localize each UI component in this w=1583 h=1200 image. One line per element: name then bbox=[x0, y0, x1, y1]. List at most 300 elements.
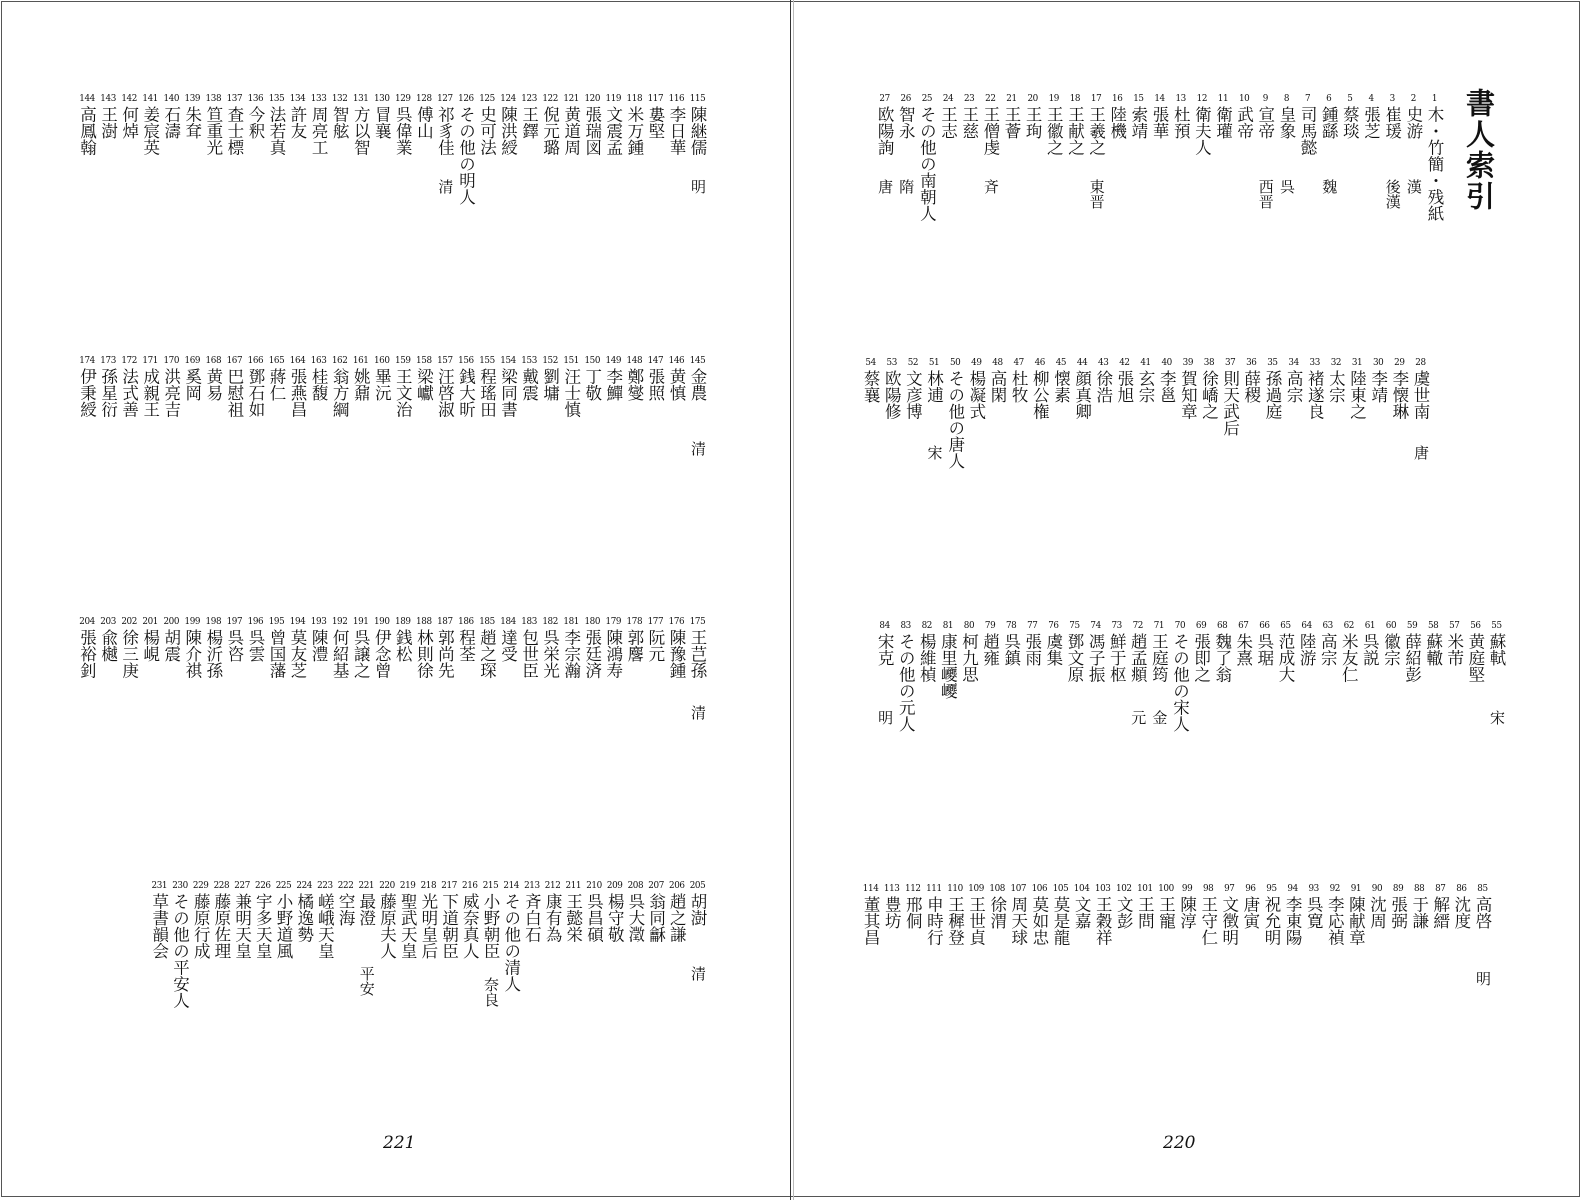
index-entry bbox=[204, 617, 223, 792]
calligrapher-name: 楊維楨 bbox=[917, 633, 937, 683]
calligrapher-name: 薛稷 bbox=[1241, 370, 1261, 403]
calligrapher-name: 邢侗 bbox=[903, 896, 923, 929]
entry-number: 142 bbox=[121, 94, 137, 104]
calligrapher-name: 王献之 bbox=[1065, 106, 1085, 156]
entry-number: 30 bbox=[1372, 358, 1384, 368]
index-entry bbox=[309, 356, 328, 531]
calligrapher-name: 石濤 bbox=[161, 106, 181, 139]
dynasty-label: 清 bbox=[689, 441, 707, 456]
index-entry bbox=[646, 356, 665, 531]
calligrapher-name: 倪元璐 bbox=[540, 106, 560, 156]
calligrapher-name: 徽宗 bbox=[1381, 633, 1401, 666]
index-entry bbox=[435, 356, 454, 531]
calligrapher-name: 藤原夫人 bbox=[377, 893, 397, 959]
entry-number: 1 bbox=[1431, 94, 1438, 104]
entry-number: 90 bbox=[1371, 884, 1383, 894]
calligrapher-name: 周亮工 bbox=[309, 106, 329, 156]
entry-number: 181 bbox=[563, 617, 579, 627]
dynasty-label: 漢 bbox=[1404, 179, 1423, 194]
index-entry bbox=[267, 94, 286, 269]
calligrapher-name: 史可法 bbox=[477, 106, 497, 156]
entry-number: 26 bbox=[900, 94, 911, 104]
calligrapher-name: 張即之 bbox=[1191, 633, 1211, 683]
calligrapher-name: 王羲之 bbox=[1086, 106, 1106, 156]
entry-number: 219 bbox=[399, 881, 416, 891]
index-entry bbox=[460, 881, 479, 1056]
index-entry bbox=[456, 617, 475, 792]
index-entry bbox=[667, 617, 686, 792]
entry-number: 136 bbox=[247, 94, 264, 104]
entry-number: 184 bbox=[500, 617, 516, 627]
calligrapher-name: 皇象 bbox=[1276, 106, 1296, 139]
entry-number: 213 bbox=[524, 881, 540, 891]
calligrapher-name: 柯九思 bbox=[959, 633, 979, 683]
entry-number: 25 bbox=[921, 94, 933, 104]
entry-number: 75 bbox=[1069, 621, 1080, 631]
entry-number: 167 bbox=[226, 356, 243, 366]
entry-number: 20 bbox=[1027, 94, 1038, 104]
entry-number: 143 bbox=[100, 94, 116, 104]
left-page-row-1 bbox=[0, 94, 1583, 269]
entry-number: 189 bbox=[395, 617, 411, 627]
calligrapher-name: 沈度 bbox=[1451, 896, 1471, 929]
calligrapher-name: 鮮于枢 bbox=[1107, 633, 1127, 683]
calligrapher-name: 呉昌碩 bbox=[584, 893, 604, 943]
entry-number: 222 bbox=[337, 881, 354, 891]
calligrapher-name: 何焯 bbox=[119, 106, 139, 139]
entry-number: 53 bbox=[886, 358, 897, 368]
entry-number: 78 bbox=[1005, 621, 1017, 631]
dynasty-label: 清 bbox=[436, 179, 455, 194]
entry-number: 205 bbox=[689, 881, 706, 891]
calligrapher-name: 何紹基 bbox=[330, 629, 350, 679]
calligrapher-name: 金農 bbox=[688, 368, 707, 401]
index-entry bbox=[604, 617, 623, 792]
entry-number: 100 bbox=[1158, 884, 1174, 894]
entry-number: 144 bbox=[79, 94, 95, 104]
dynasty-label: 唐 bbox=[876, 179, 895, 194]
index-entry bbox=[667, 94, 686, 269]
index-entry bbox=[99, 94, 118, 269]
entry-number: 162 bbox=[331, 356, 348, 366]
calligrapher-name: 陳継儒 bbox=[688, 106, 707, 156]
calligrapher-name: 張瑞図 bbox=[582, 106, 602, 156]
calligrapher-name: 徐嶠之 bbox=[1199, 370, 1219, 420]
calligrapher-name: 智舷 bbox=[330, 106, 350, 139]
index-entry bbox=[78, 356, 97, 531]
index-entry bbox=[520, 356, 539, 531]
calligrapher-name: 陳豫鍾 bbox=[666, 629, 686, 679]
calligrapher-name: 張雨 bbox=[1022, 633, 1042, 666]
calligrapher-name: 畢沅 bbox=[372, 368, 392, 401]
index-entry bbox=[330, 356, 349, 531]
index-entry bbox=[562, 617, 581, 792]
index-entry bbox=[225, 356, 244, 531]
calligrapher-name: 莫如忠 bbox=[1029, 896, 1049, 946]
entry-number: 46 bbox=[1034, 358, 1045, 368]
entry-number: 98 bbox=[1202, 884, 1214, 894]
calligrapher-name: 陸游 bbox=[1297, 633, 1317, 666]
calligrapher-name: 徐浩 bbox=[1093, 370, 1113, 403]
index-entry bbox=[626, 881, 645, 1056]
calligrapher-name: 賀知章 bbox=[1178, 370, 1198, 420]
calligrapher-name: その他の唐人 bbox=[945, 370, 965, 469]
index-entry bbox=[647, 881, 666, 1056]
entry-number: 62 bbox=[1343, 621, 1354, 631]
entry-number: 179 bbox=[605, 617, 622, 627]
entry-number: 174 bbox=[79, 356, 95, 366]
calligrapher-name: 宣帝 bbox=[1255, 106, 1275, 139]
entry-number: 130 bbox=[373, 94, 390, 104]
entry-number: 52 bbox=[907, 358, 919, 368]
calligrapher-name: 許友 bbox=[288, 106, 308, 139]
calligrapher-name: 王薈 bbox=[1002, 106, 1021, 139]
calligrapher-name: 草書韻会 bbox=[149, 893, 169, 959]
calligrapher-name: 達受 bbox=[498, 629, 518, 662]
calligrapher-name: 崔瑗 bbox=[1382, 106, 1402, 139]
entry-number: 34 bbox=[1288, 358, 1299, 368]
entry-number: 226 bbox=[255, 881, 271, 891]
dynasty-label: 後漢 bbox=[1383, 179, 1402, 209]
entry-number: 10 bbox=[1238, 94, 1250, 104]
entry-number: 70 bbox=[1174, 621, 1186, 631]
entry-number: 187 bbox=[437, 617, 453, 627]
calligrapher-name: 郭麐 bbox=[624, 629, 644, 662]
calligrapher-name: 米芾 bbox=[1444, 633, 1464, 666]
entry-number: 11 bbox=[1217, 94, 1229, 104]
index-entry bbox=[162, 617, 181, 792]
entry-number: 39 bbox=[1182, 358, 1194, 368]
entry-number: 204 bbox=[79, 617, 95, 627]
calligrapher-name: 下道朝臣 bbox=[439, 893, 459, 959]
entry-number: 43 bbox=[1098, 358, 1109, 368]
entry-number: 201 bbox=[142, 617, 158, 627]
index-entry bbox=[330, 94, 349, 269]
index-entry bbox=[150, 881, 169, 1056]
calligrapher-name: 査士標 bbox=[224, 106, 244, 156]
entry-number: 113 bbox=[883, 884, 900, 894]
calligrapher-name: 徐三庚 bbox=[119, 629, 139, 679]
calligrapher-name: 懐素 bbox=[1051, 370, 1071, 403]
entry-number: 80 bbox=[963, 621, 975, 631]
entry-number: 106 bbox=[1031, 884, 1048, 894]
left-page-number: 221 bbox=[383, 1133, 416, 1153]
calligrapher-name: 丁敬 bbox=[582, 368, 602, 401]
entry-number: 196 bbox=[247, 617, 264, 627]
entry-number: 95 bbox=[1266, 884, 1277, 894]
entry-number: 16 bbox=[1112, 94, 1123, 104]
entry-number: 73 bbox=[1111, 621, 1122, 631]
index-entry bbox=[688, 881, 707, 1056]
calligrapher-name: 笪重光 bbox=[203, 106, 223, 156]
index-entry bbox=[267, 356, 286, 531]
calligrapher-name: 包世臣 bbox=[519, 629, 539, 679]
entry-number: 178 bbox=[626, 617, 643, 627]
entry-number: 227 bbox=[234, 881, 250, 891]
calligrapher-name: 兪樾 bbox=[98, 629, 118, 662]
index-entry bbox=[330, 617, 349, 792]
entry-number: 127 bbox=[437, 94, 453, 104]
entry-number: 12 bbox=[1196, 94, 1208, 104]
entry-number: 129 bbox=[395, 94, 411, 104]
calligrapher-name: 翁方綱 bbox=[330, 368, 350, 418]
dynasty-label: 唐 bbox=[1412, 445, 1430, 460]
index-entry bbox=[435, 617, 454, 792]
calligrapher-name: 文徴明 bbox=[1219, 896, 1239, 946]
calligrapher-name: 梁巘 bbox=[414, 368, 434, 401]
entry-number: 92 bbox=[1329, 884, 1340, 894]
entry-number: 137 bbox=[226, 94, 243, 104]
entry-number: 210 bbox=[586, 881, 602, 891]
index-entry bbox=[414, 94, 433, 269]
entry-number: 9 bbox=[1262, 94, 1268, 104]
index-entry bbox=[204, 356, 223, 531]
entry-number: 35 bbox=[1267, 358, 1278, 368]
calligrapher-name: 成親王 bbox=[140, 368, 160, 418]
entry-number: 124 bbox=[500, 94, 516, 104]
entry-number: 88 bbox=[1413, 884, 1425, 894]
index-entry bbox=[99, 617, 118, 792]
calligrapher-name: 徐渭 bbox=[987, 896, 1007, 929]
index-entry bbox=[351, 94, 370, 269]
calligrapher-name: 張廷済 bbox=[582, 629, 602, 679]
entry-number: 157 bbox=[437, 356, 453, 366]
entry-number: 66 bbox=[1259, 621, 1270, 631]
calligrapher-name: 胡澍 bbox=[688, 893, 707, 926]
calligrapher-name: 顔真卿 bbox=[1072, 370, 1092, 420]
calligrapher-name: 沈周 bbox=[1367, 896, 1387, 929]
entry-number: 126 bbox=[458, 94, 474, 104]
entry-number: 120 bbox=[584, 94, 601, 104]
calligrapher-name: 鍾繇 bbox=[1319, 106, 1339, 139]
entry-number: 133 bbox=[310, 94, 327, 104]
index-entry bbox=[253, 881, 272, 1056]
index-entry bbox=[141, 94, 160, 269]
index-entry bbox=[541, 94, 560, 269]
entry-number: 123 bbox=[521, 94, 537, 104]
index-entry bbox=[688, 617, 707, 792]
calligrapher-name: 姜宸英 bbox=[140, 106, 160, 156]
calligrapher-name: 陳献章 bbox=[1346, 896, 1366, 946]
index-entry bbox=[78, 94, 97, 269]
entry-number: 208 bbox=[627, 881, 644, 891]
calligrapher-name: 則天武后 bbox=[1220, 370, 1240, 436]
entry-number: 138 bbox=[205, 94, 222, 104]
calligrapher-name: 馮子振 bbox=[1086, 633, 1106, 683]
calligrapher-name: 李日華 bbox=[666, 106, 686, 156]
calligrapher-name: 衛瓘 bbox=[1213, 106, 1233, 139]
index-entry bbox=[583, 356, 602, 531]
calligrapher-name: 呉咨 bbox=[224, 629, 244, 662]
entry-number: 91 bbox=[1350, 884, 1362, 894]
index-entry bbox=[357, 881, 376, 1056]
calligrapher-name: 翁同龢 bbox=[646, 893, 666, 943]
entry-number: 54 bbox=[865, 358, 876, 368]
calligrapher-name: 陳介祺 bbox=[182, 629, 202, 679]
calligrapher-name: 王志 bbox=[938, 106, 958, 139]
index-entry bbox=[543, 881, 562, 1056]
calligrapher-name: 呉鎮 bbox=[1001, 633, 1021, 666]
calligrapher-name: 蔣仁 bbox=[267, 368, 286, 401]
entry-number: 89 bbox=[1392, 884, 1404, 894]
entry-number: 146 bbox=[668, 356, 685, 366]
calligrapher-name: 李応禎 bbox=[1325, 896, 1345, 946]
calligrapher-name: 呉譲之 bbox=[351, 629, 371, 679]
entry-number: 192 bbox=[331, 617, 348, 627]
index-entry bbox=[667, 881, 686, 1056]
index-entry bbox=[583, 94, 602, 269]
entry-number: 147 bbox=[647, 356, 664, 366]
entry-number: 172 bbox=[121, 356, 137, 366]
entry-number: 79 bbox=[984, 621, 996, 631]
entry-number: 28 bbox=[1415, 358, 1426, 368]
dynasty-label: 宋 bbox=[1488, 710, 1506, 725]
calligrapher-name: 王慈 bbox=[959, 106, 979, 139]
calligrapher-name: 林則徐 bbox=[414, 629, 434, 679]
calligrapher-name: 呉偉業 bbox=[393, 106, 413, 156]
calligrapher-name: 董其昌 bbox=[861, 896, 881, 946]
index-entry bbox=[481, 881, 500, 1056]
index-entry bbox=[191, 881, 210, 1056]
dynasty-label: 明 bbox=[689, 179, 707, 194]
entry-number: 23 bbox=[963, 94, 975, 104]
calligrapher-name: 文彭 bbox=[1114, 896, 1134, 929]
calligrapher-name: 木・竹簡・残紙 bbox=[1425, 106, 1444, 222]
index-entry bbox=[212, 881, 231, 1056]
calligrapher-name: 陳澧 bbox=[309, 629, 329, 662]
calligrapher-name: 黄易 bbox=[203, 368, 223, 401]
entry-number: 119 bbox=[605, 94, 622, 104]
calligrapher-name: 李宗瀚 bbox=[561, 629, 581, 679]
entry-number: 4 bbox=[1368, 94, 1374, 104]
entry-number: 200 bbox=[163, 617, 180, 627]
entry-number: 156 bbox=[458, 356, 474, 366]
calligrapher-name: 高閑 bbox=[988, 370, 1007, 403]
index-entry bbox=[315, 881, 334, 1056]
calligrapher-name: 姚鼐 bbox=[351, 368, 371, 401]
entry-number: 220 bbox=[379, 881, 395, 891]
calligrapher-name: その他の元人 bbox=[896, 633, 916, 732]
entry-number: 58 bbox=[1427, 621, 1439, 631]
calligrapher-name: その他の平安人 bbox=[170, 893, 190, 1009]
entry-number: 21 bbox=[1006, 94, 1017, 104]
calligrapher-name: 王澍 bbox=[98, 106, 118, 139]
calligrapher-name: 奚岡 bbox=[182, 368, 202, 401]
entry-number: 217 bbox=[441, 881, 457, 891]
entry-number: 163 bbox=[310, 356, 327, 366]
index-entry bbox=[541, 617, 560, 792]
entry-number: 82 bbox=[921, 621, 932, 631]
calligrapher-name: 呉栄光 bbox=[540, 629, 560, 679]
index-entry bbox=[372, 94, 391, 269]
entry-number: 218 bbox=[420, 881, 437, 891]
calligrapher-name: 王徽之 bbox=[1044, 106, 1064, 156]
entry-number: 168 bbox=[205, 356, 222, 366]
dynasty-label: 斉 bbox=[981, 179, 1000, 194]
entry-number: 216 bbox=[462, 881, 478, 891]
entry-number: 101 bbox=[1137, 884, 1153, 894]
entry-number: 112 bbox=[905, 884, 921, 894]
calligrapher-name: 康有為 bbox=[543, 893, 563, 943]
calligrapher-name: 康里巎巎 bbox=[938, 633, 958, 699]
calligrapher-name: 黄道周 bbox=[561, 106, 581, 156]
dynasty-label: 隋 bbox=[897, 179, 916, 194]
index-entry bbox=[393, 617, 412, 792]
index-entry bbox=[171, 881, 190, 1056]
index-entry bbox=[120, 617, 139, 792]
entry-number: 197 bbox=[226, 617, 243, 627]
entry-number: 48 bbox=[992, 358, 1003, 368]
calligrapher-name: 曾国藩 bbox=[267, 629, 286, 679]
entry-number: 175 bbox=[689, 617, 706, 627]
entry-number: 50 bbox=[949, 358, 961, 368]
entry-number: 159 bbox=[395, 356, 411, 366]
calligrapher-name: 蔡琰 bbox=[1340, 106, 1360, 139]
calligrapher-name: 虞集 bbox=[1043, 633, 1063, 666]
calligrapher-name: 唐寅 bbox=[1240, 896, 1260, 929]
index-entry bbox=[419, 881, 438, 1056]
calligrapher-name: 朱耷 bbox=[182, 106, 202, 139]
calligrapher-name: 黄慎 bbox=[666, 368, 686, 401]
index-entry bbox=[605, 881, 624, 1056]
entry-number: 36 bbox=[1246, 358, 1257, 368]
entry-number: 188 bbox=[416, 617, 432, 627]
entry-number: 105 bbox=[1052, 884, 1069, 894]
dynasty-label: 元 bbox=[1129, 710, 1148, 725]
index-entry bbox=[288, 94, 307, 269]
left-page-row-4 bbox=[0, 881, 1583, 1056]
entry-number: 114 bbox=[862, 884, 879, 894]
calligrapher-name: 劉墉 bbox=[540, 368, 560, 401]
index-entry bbox=[162, 356, 181, 531]
entry-number: 170 bbox=[163, 356, 180, 366]
calligrapher-name: 解縉 bbox=[1430, 896, 1450, 929]
entry-number: 198 bbox=[205, 617, 222, 627]
index-entry bbox=[141, 356, 160, 531]
calligrapher-name: 欧陽詢 bbox=[875, 106, 895, 156]
dynasty-label: 東晋 bbox=[1087, 179, 1106, 209]
calligrapher-name: 薛紹彭 bbox=[1402, 633, 1422, 683]
calligrapher-name: 阮元 bbox=[645, 629, 665, 662]
calligrapher-name: 司馬懿 bbox=[1298, 106, 1318, 156]
entry-number: 183 bbox=[521, 617, 537, 627]
index-entry bbox=[625, 356, 644, 531]
calligrapher-name: 王懿栄 bbox=[563, 893, 583, 943]
calligrapher-name: 張弼 bbox=[1388, 896, 1408, 929]
entry-number: 152 bbox=[542, 356, 558, 366]
calligrapher-name: 最澄 bbox=[356, 893, 376, 926]
index-entry bbox=[120, 94, 139, 269]
calligrapher-name: 杜預 bbox=[1171, 106, 1191, 139]
calligrapher-name: 黄庭堅 bbox=[1465, 633, 1485, 683]
entry-number: 94 bbox=[1287, 884, 1298, 894]
entry-number: 228 bbox=[213, 881, 230, 891]
index-entry bbox=[246, 94, 265, 269]
entry-number: 224 bbox=[296, 881, 312, 891]
calligrapher-name: 冒襄 bbox=[372, 106, 392, 139]
index-entry bbox=[309, 617, 328, 792]
entry-number: 132 bbox=[331, 94, 348, 104]
entry-number: 64 bbox=[1301, 621, 1312, 631]
dynasty-label: 宋 bbox=[925, 445, 944, 460]
index-entry bbox=[502, 881, 521, 1056]
calligrapher-name: 李東陽 bbox=[1283, 896, 1303, 946]
entry-number: 81 bbox=[942, 621, 954, 631]
calligrapher-name: 方以智 bbox=[351, 106, 371, 156]
entry-number: 19 bbox=[1048, 94, 1059, 104]
entry-number: 86 bbox=[1456, 884, 1467, 894]
dynasty-label: 西晋 bbox=[1256, 179, 1275, 209]
